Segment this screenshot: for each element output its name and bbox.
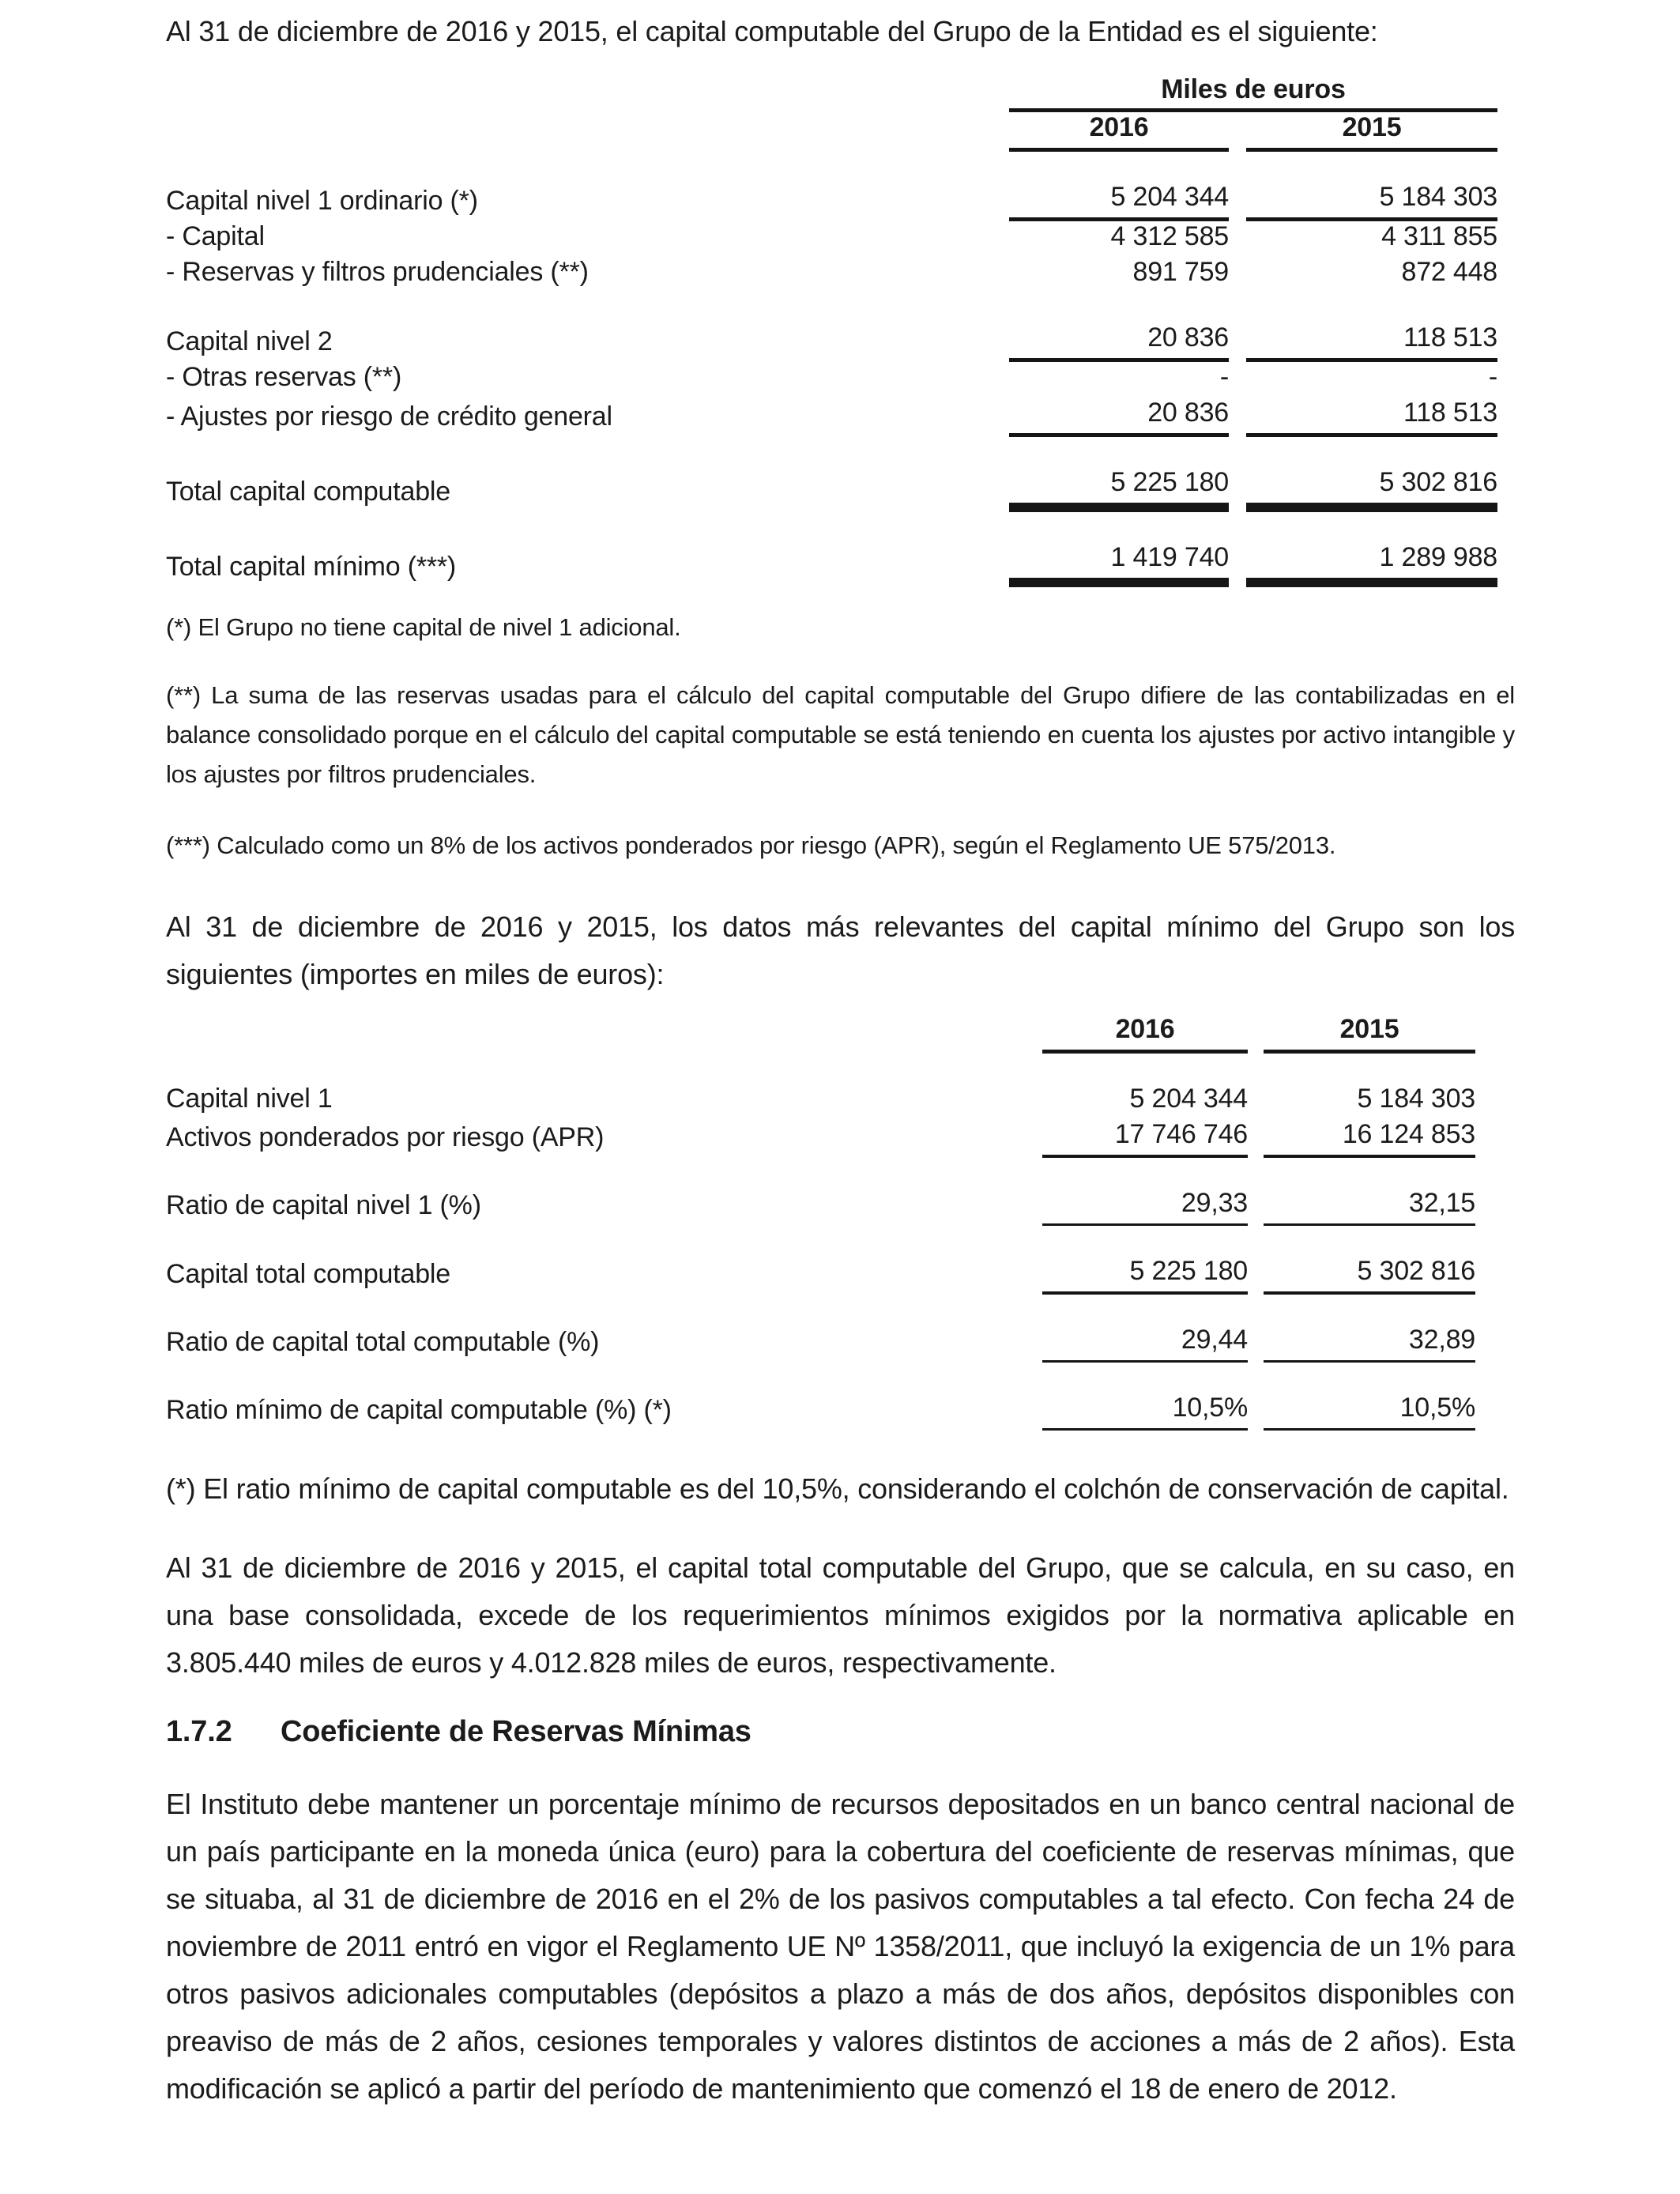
row-label: Ratio mínimo de capital computable (%) (*) xyxy=(166,1395,672,1425)
value-2015: 5 184 303 xyxy=(1246,182,1497,221)
capital-minimo-table xyxy=(166,1014,1475,1431)
value-2016: - xyxy=(1219,362,1229,392)
row-label: - Ajustes por riesgo de crédito general xyxy=(166,401,612,432)
value-2016: 4 312 585 xyxy=(1110,221,1229,251)
column-header-2016: 2016 xyxy=(1042,1014,1248,1054)
value-2015: - xyxy=(1488,362,1497,392)
table-row xyxy=(166,467,1497,512)
row-label: - Otras reservas (**) xyxy=(166,362,402,392)
ratio-minimo-footnote: (*) El ratio mínimo de capital computable es del 10,5%, considerando el colchón de conservación de capital. xyxy=(166,1472,1509,1505)
spacer xyxy=(166,1049,1042,1054)
value-2015: 4 311 855 xyxy=(1381,221,1497,251)
row-label: - Reservas y filtros prudenciales (**) xyxy=(166,257,589,287)
table-row xyxy=(166,1188,1475,1226)
value-2015: 5 302 816 xyxy=(1246,467,1497,512)
row-label: Capital nivel 1 ordinario (*) xyxy=(166,186,478,216)
value-2016: 891 759 xyxy=(1132,257,1229,287)
table-row xyxy=(166,221,1497,257)
reservas-minimas-paragraph: El Instituto debe mantener un porcentaje mínimo de recursos depositados en un banco central nacional de un país participante en la moneda única (euro) para la cobertura del coeficiente de reservas mínimas, que se situaba, al 31 de diciembre de 2016 en el 2% de los pasivos computables a tal efecto. Con fecha 24 de noviembre de 2011 entró en vigor el Reglamento UE Nº 1358/2011, que incluyó la exigencia de un 1% para otros pasivos adicionales computables (depósitos a plazo a más de dos años, depósitos disponibles con preaviso de más de 2 años, cesiones temporales y valores distintos de acciones a más de 2 años). Esta modificación se aplicó a partir del período de mantenimiento que comenzó el 18 de enero de 2012. xyxy=(166,1788,1515,2105)
table-row xyxy=(166,1084,1475,1119)
table-row xyxy=(166,542,1497,587)
table-row xyxy=(166,398,1497,437)
capital-computable-table xyxy=(166,74,1497,587)
row-label: Total capital computable xyxy=(166,477,450,507)
column-header-2016: 2016 xyxy=(1009,112,1229,152)
value-2016: 29,33 xyxy=(1042,1188,1248,1226)
section-title: Coeficiente de Reservas Mínimas xyxy=(281,1715,751,1748)
row-label: Capital nivel 1 xyxy=(166,1084,333,1114)
value-2016: 17 746 746 xyxy=(1042,1119,1248,1158)
value-2015: 118 513 xyxy=(1246,398,1497,437)
value-2015: 118 513 xyxy=(1246,322,1497,362)
row-label: Ratio de capital total computable (%) xyxy=(166,1327,600,1357)
footnote-asterisk: (*) El Grupo no tiene capital de nivel 1 adicional. xyxy=(166,613,681,641)
value-2015: 1 289 988 xyxy=(1246,542,1497,587)
value-2015: 5 184 303 xyxy=(1357,1084,1475,1114)
footnote-triple-asterisk: (***) Calculado como un 8% de los activos ponderados por riesgo (APR), según el Reglamento UE 575/2013. xyxy=(166,831,1336,859)
spacer xyxy=(166,107,1009,112)
value-2016: 5 225 180 xyxy=(1042,1256,1248,1295)
table-row xyxy=(166,1325,1475,1363)
value-2015: 32,89 xyxy=(1264,1325,1475,1363)
column-header-2015: 2015 xyxy=(1264,1014,1475,1054)
capital-minimo-paragraph: Al 31 de diciembre de 2016 y 2015, los datos más relevantes del capital mínimo del Grupo son los siguientes (importes en miles de euros): xyxy=(166,910,1515,990)
capital-total-paragraph: Al 31 de diciembre de 2016 y 2015, el capital total computable del Grupo, que se calcula, en su caso, en una base consolidada, excede de los requerimientos mínimos exigidos por la normativa aplicable en 3.805.440 miles de euros y 4.012.828 miles de euros, respectivamente. xyxy=(166,1551,1515,1679)
row-label: Ratio de capital nivel 1 (%) xyxy=(166,1190,481,1220)
value-2015: 872 448 xyxy=(1401,257,1497,287)
table-row xyxy=(166,1119,1475,1158)
value-2015: 32,15 xyxy=(1264,1188,1475,1226)
spacer xyxy=(166,147,1009,152)
footnote-double-asterisk: (**) La suma de las reservas usadas para el cálculo del capital computable del Grupo difiere de las contabilizadas en el balance consolidado porque en el cálculo del capital computable se está teniendo en cuenta los ajustes por activo intangible y los ajustes por filtros prudenciales. xyxy=(166,681,1515,788)
section-number: 1.7.2 xyxy=(166,1715,232,1748)
table-row xyxy=(166,257,1497,292)
row-label: - Capital xyxy=(166,221,265,251)
table-row xyxy=(166,322,1497,362)
table-row xyxy=(166,182,1497,221)
value-2015: 10,5% xyxy=(1264,1393,1475,1431)
table-row xyxy=(166,1393,1475,1431)
table-row xyxy=(166,1256,1475,1295)
value-2015: 5 302 816 xyxy=(1264,1256,1475,1295)
table-unit-header-row xyxy=(166,74,1497,112)
table-column-headers-row xyxy=(166,1014,1475,1054)
value-2016: 5 225 180 xyxy=(1009,467,1229,512)
value-2016: 20 836 xyxy=(1009,398,1229,437)
table-row xyxy=(166,362,1497,398)
value-2016: 20 836 xyxy=(1009,322,1229,362)
value-2015: 16 124 853 xyxy=(1264,1119,1475,1158)
value-2016: 5 204 344 xyxy=(1009,182,1229,221)
row-label: Capital total computable xyxy=(166,1259,450,1289)
value-2016: 1 419 740 xyxy=(1009,542,1229,587)
unit-header: Miles de euros xyxy=(1009,74,1497,112)
table-column-headers-row xyxy=(166,112,1497,152)
section-heading-1-7-2 xyxy=(166,1715,1515,1749)
row-label: Activos ponderados por riesgo (APR) xyxy=(166,1122,605,1152)
column-header-2015: 2015 xyxy=(1246,112,1497,152)
value-2016: 10,5% xyxy=(1042,1393,1248,1431)
row-label: Capital nivel 2 xyxy=(166,326,333,356)
intro-paragraph: Al 31 de diciembre de 2016 y 2015, el capital computable del Grupo de la Entidad es el siguiente: xyxy=(166,15,1378,47)
row-label: Total capital mínimo (***) xyxy=(166,552,457,582)
value-2016: 29,44 xyxy=(1042,1325,1248,1363)
value-2016: 5 204 344 xyxy=(1129,1084,1248,1114)
